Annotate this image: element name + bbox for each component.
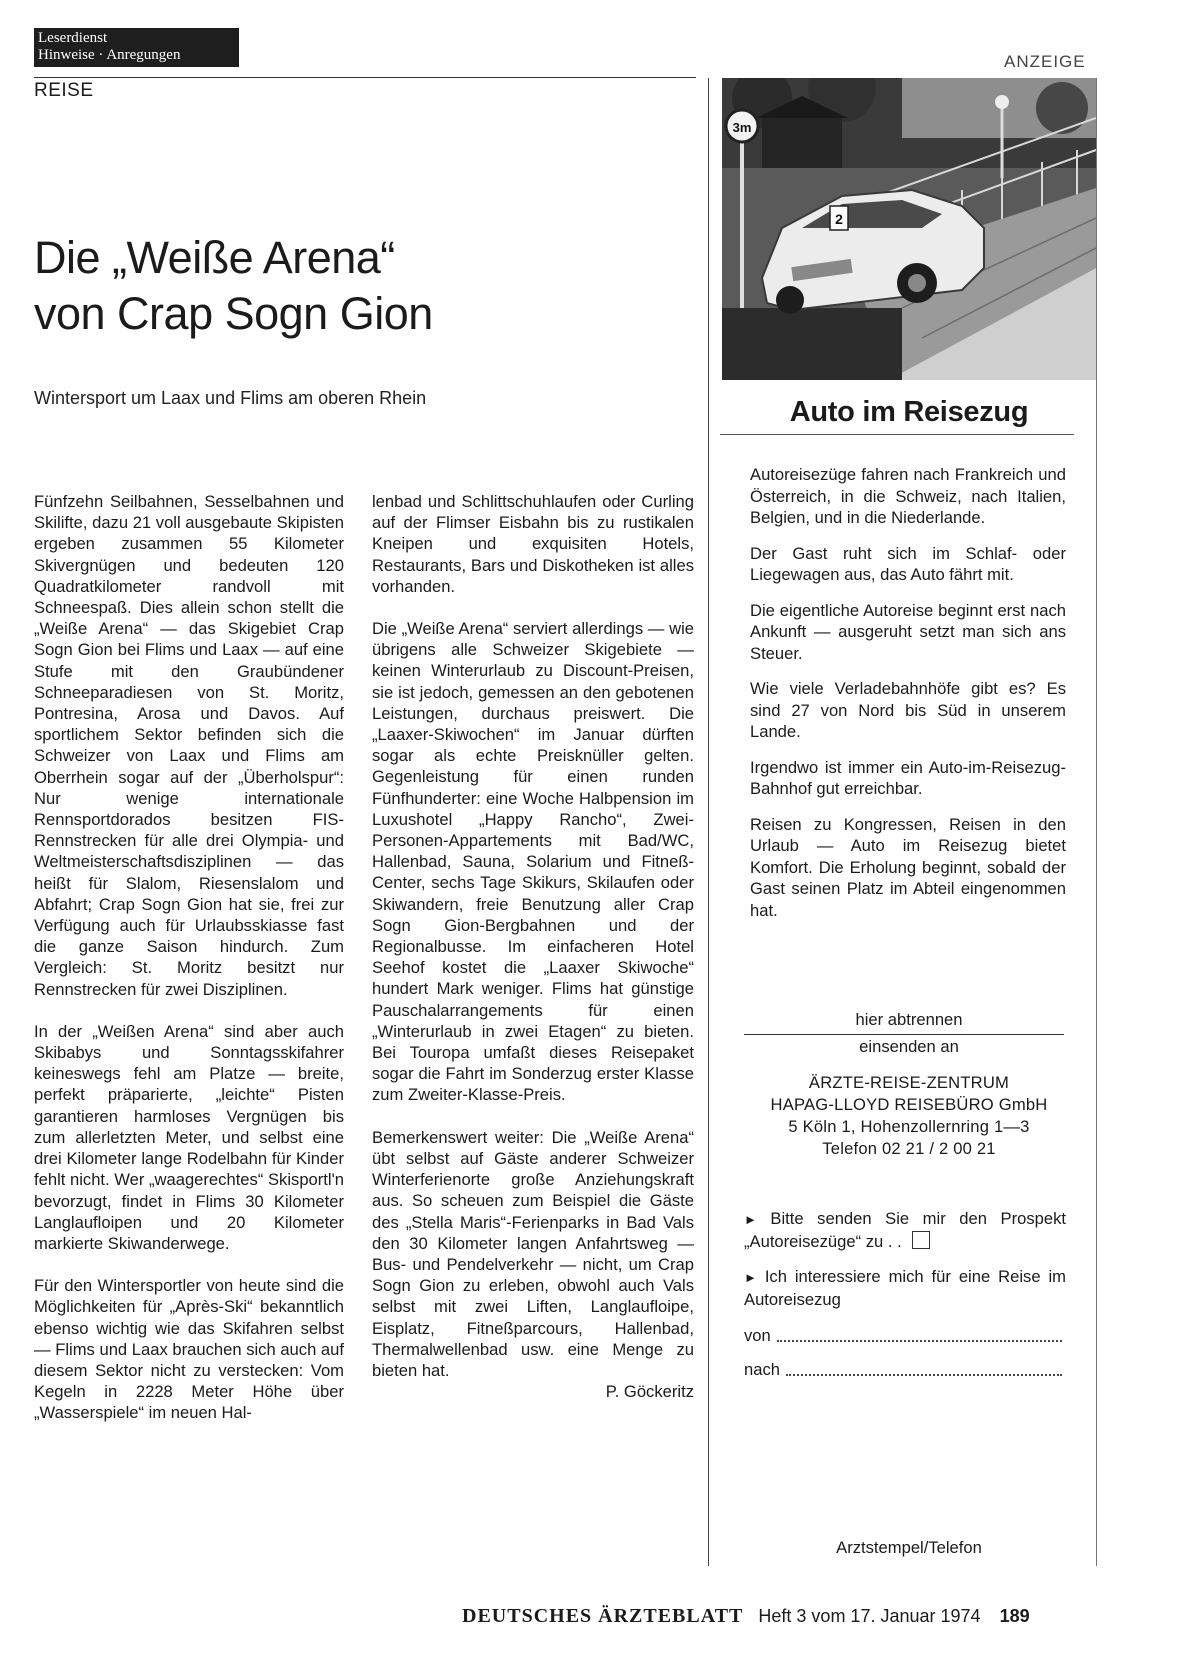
address-line: ÄRZTE-REISE-ZENTRUM (808, 1073, 1010, 1092)
speed-sign-text: 3m (732, 120, 752, 135)
arrow-icon: ► (744, 1270, 757, 1285)
page-number: 189 (999, 1606, 1030, 1626)
to-input[interactable] (786, 1360, 1062, 1376)
cut-here-label: hier abtrennen (855, 1010, 963, 1029)
coupon-option-interest (744, 1266, 1066, 1311)
ad-title-rule (720, 434, 1074, 435)
option-brochure-text: Bitte senden Sie mir den Prospekt „Autoreisezüge“ zu . . (744, 1209, 1066, 1251)
ad-border-right (1096, 78, 1097, 1566)
send-to-label: einsenden an (859, 1037, 959, 1056)
author-line (372, 1381, 694, 1402)
address-line: 5 Köln 1, Hohenzollernring 1—3 (788, 1117, 1030, 1136)
ad-paragraph: Der Gast ruht sich im Schlaf- oder Liegewagen aus, das Auto fährt mit. (750, 543, 1066, 584)
coupon-option-brochure (744, 1208, 1066, 1253)
stamp-label: Arztstempel/Telefon (836, 1538, 982, 1557)
issue-info: Heft 3 vom 17. Januar 1974 (758, 1606, 981, 1626)
article-headline (34, 230, 674, 342)
ad-label: ANZEIGE (1004, 52, 1086, 71)
headline-line-1: Die „Weiße Arena“ (34, 232, 395, 283)
page-footer (462, 1605, 1030, 1628)
column-divider (708, 78, 709, 1566)
ad-title: Auto im Reisezug (789, 396, 1029, 428)
from-label: von (744, 1326, 771, 1345)
to-field (744, 1360, 1066, 1380)
section-label: REISE (34, 80, 94, 101)
from-field (744, 1326, 1066, 1346)
address-line: Telefon 02 21 / 2 00 21 (822, 1139, 996, 1158)
article-deck: Wintersport um Laax und Flims am oberen Rhein (34, 388, 427, 408)
track-sign-text: 2 (835, 211, 843, 227)
from-input[interactable] (777, 1326, 1062, 1342)
leserdienst-title: Leserdienst (38, 30, 108, 46)
article-paragraph: In der „Weißen Arena“ sind aber auch Skibabys und Sonntagsskifahrer keineswegs fehl am Platze — breite, perfekt präparierte, „leichte“ Pisten garantieren harmloses Vergnügen bis zum allerletzten Meter, und selbst eine drei Kilometer lange Rodelbahn für Kinder fehlt nicht. Wer „waagerechtes“ Skisportl'n bevorzugt, findet in Flims 30 Kilometer Langlaufloipen und 20 Kilometer markierte Skiwanderwege. (34, 1021, 344, 1253)
article-paragraph: Die „Weiße Arena“ serviert allerdings — wie übrigens alle Schweizer Skigebiete — keinen Winterurlaub zu Discount-Preisen, sie ist jedoch, gemessen an den gebotenen Leistungen, durchaus preiswert. Die „Laaxer-Skiwochen“ im Januar dürften sogar als echte Preisknüller gelten. Gegenleistung für einen runden Fünfhunderter: eine Woche Halbpension im Luxushotel „Happy Rancho“, Zwei-Personen-Appartements mit Bad/WC, Hallenbad, Sauna, Solarium und Fitneß-Center, sechs Tage Skikurs, Skilaufen oder Skiwandern, freie Benutzung aller Crap Sogn Gion-Bergbahnen und der Regionalbusse. Im einfacheren Hotel Seehof kostet die „Laaxer Skiwoche“ hundert Mark weniger. Flims hat günstige Pauschalarrangements für einen „Winterurlaub in zwei Etagen“ zu bieten. Bei Touropa umfaßt dieses Reisepaket sogar die Fahrt im Sonderzug erster Klasse zum Zweiter-Klasse-Preis. (372, 619, 694, 1105)
article-column-2 (372, 491, 694, 1402)
brochure-checkbox[interactable] (912, 1231, 930, 1249)
ad-body (750, 464, 1066, 935)
author-name: P. Göckeritz (605, 1382, 694, 1402)
ad-photo-car-train (722, 78, 1096, 380)
header-rule (34, 77, 696, 78)
article-paragraph: Bemerkenswert weiter: Die „Weiße Arena“ übt selbst auf Gäste anderer Schweizer Winterferienorte große Anziehungskraft aus. So scheuen zum Beispiel die Gäste des „Stella Maris“-Ferienparks in Bad Vals den 30 Kilometer langen Anfahrtsweg — Bus- und Pendelverkehr — nicht, um Crap Sogn Gion zu erleben, obwohl auch Vals selbst mit zwei Liften, Langlaufloipe, Eisplatz, Fitneßparcours, Hallenbad, Thermalwellenbad usw. eine Menge zu bieten hat. (372, 1127, 694, 1380)
ad-paragraph: Die eigentliche Autoreise beginnt erst nach Ankunft — ausgeruht setzt man sich ans Steuer. (750, 600, 1066, 663)
ad-paragraph: Irgendwo ist immer ein Auto-im-Reisezug-Bahnhof gut erreichbar. (750, 757, 1066, 798)
leserdienst-label (34, 28, 239, 67)
cut-line[interactable] (744, 1034, 1064, 1035)
ad-paragraph: Wie viele Verladebahnhöfe gibt es? Es sind 27 von Nord bis Süd in unserem Lande. (750, 679, 1066, 741)
arrow-icon: ► (744, 1212, 757, 1227)
coupon-address (722, 1072, 1096, 1160)
headline-line-2: von Crap Sogn Gion (34, 288, 433, 339)
address-line: HAPAG-LLOYD REISEBÜRO GmbH (770, 1095, 1048, 1114)
leserdienst-subtitle: Hinweise · Anregungen (38, 47, 181, 63)
ad-paragraph: Reisen zu Kongressen, Reisen in den Urlaub — Auto im Reisezug bietet Komfort. Die Erholung beginnt, sobald der Gast seinen Platz im Abteil eingenommen hat. (750, 814, 1066, 920)
ad-paragraph: Autoreisezüge fahren nach Frankreich und Österreich, in die Schweiz, nach Italien, Belgien, und in die Niederlande. (750, 465, 1066, 527)
option-interest-text[interactable]: Ich interessiere mich für eine Reise im Autoreisezug (744, 1267, 1066, 1309)
article-paragraph: Für den Wintersportler von heute sind die Möglichkeiten für „Après-Ski“ bekanntlich ebenso wichtig wie das Skifahren selbst — Flims und Laax brauchen sich auch auf diesem Sektor nicht zu verstecken: Vom Kegeln in 2228 Meter Höhe über „Wasserspiele“ im neuen Hal- (34, 1276, 344, 1423)
to-label: nach (744, 1360, 780, 1379)
article-paragraph: lenbad und Schlittschuhlaufen oder Curling auf der Flimser Eisbahn bis zu rustikalen Kneipen und exquisiten Hotels, Restaurants, Bars und Diskotheken ist alles vorhanden. (372, 492, 694, 596)
publication-name: DEUTSCHES ÄRZTEBLATT (462, 1605, 744, 1627)
article-paragraph: Fünfzehn Seilbahnen, Sesselbahnen und Skilifte, dazu 21 voll ausgebaute Skipisten ergeben zusammen 55 Kilometer Skivergnügen und bedeuten 120 Quadratkilometer randvoll mit Schneespaß. Dies allein schon stellt die „Weiße Arena“ — das Skigebiet Crap Sogn Gion bei Flims und Laax — auf eine Stufe mit den Graubündener Schneeparadiesen von St. Moritz, Pontresina, Arosa und Davos. Auf sportlichem Sektor befinden sich die Schweizer von Laax und Flims am Oberrhein sogar auf der „Überholspur“: Nur wenige internationale Rennsportdorados besitzen FIS-Rennstrecken für alle drei Olympia- und Weltmeisterschaftsdisziplinen — das heißt für Slalom, Riesenslalom und Abfahrt; Crap Sogn Gion hat sie, frei zur Verfügung auch für Urlaubsskiasse fast die ganze Saison hindurch. Zum Vergleich: St. Moritz besitzt nur Rennstrecken für zwei Disziplinen. (34, 492, 344, 999)
article-column-1 (34, 491, 344, 1445)
